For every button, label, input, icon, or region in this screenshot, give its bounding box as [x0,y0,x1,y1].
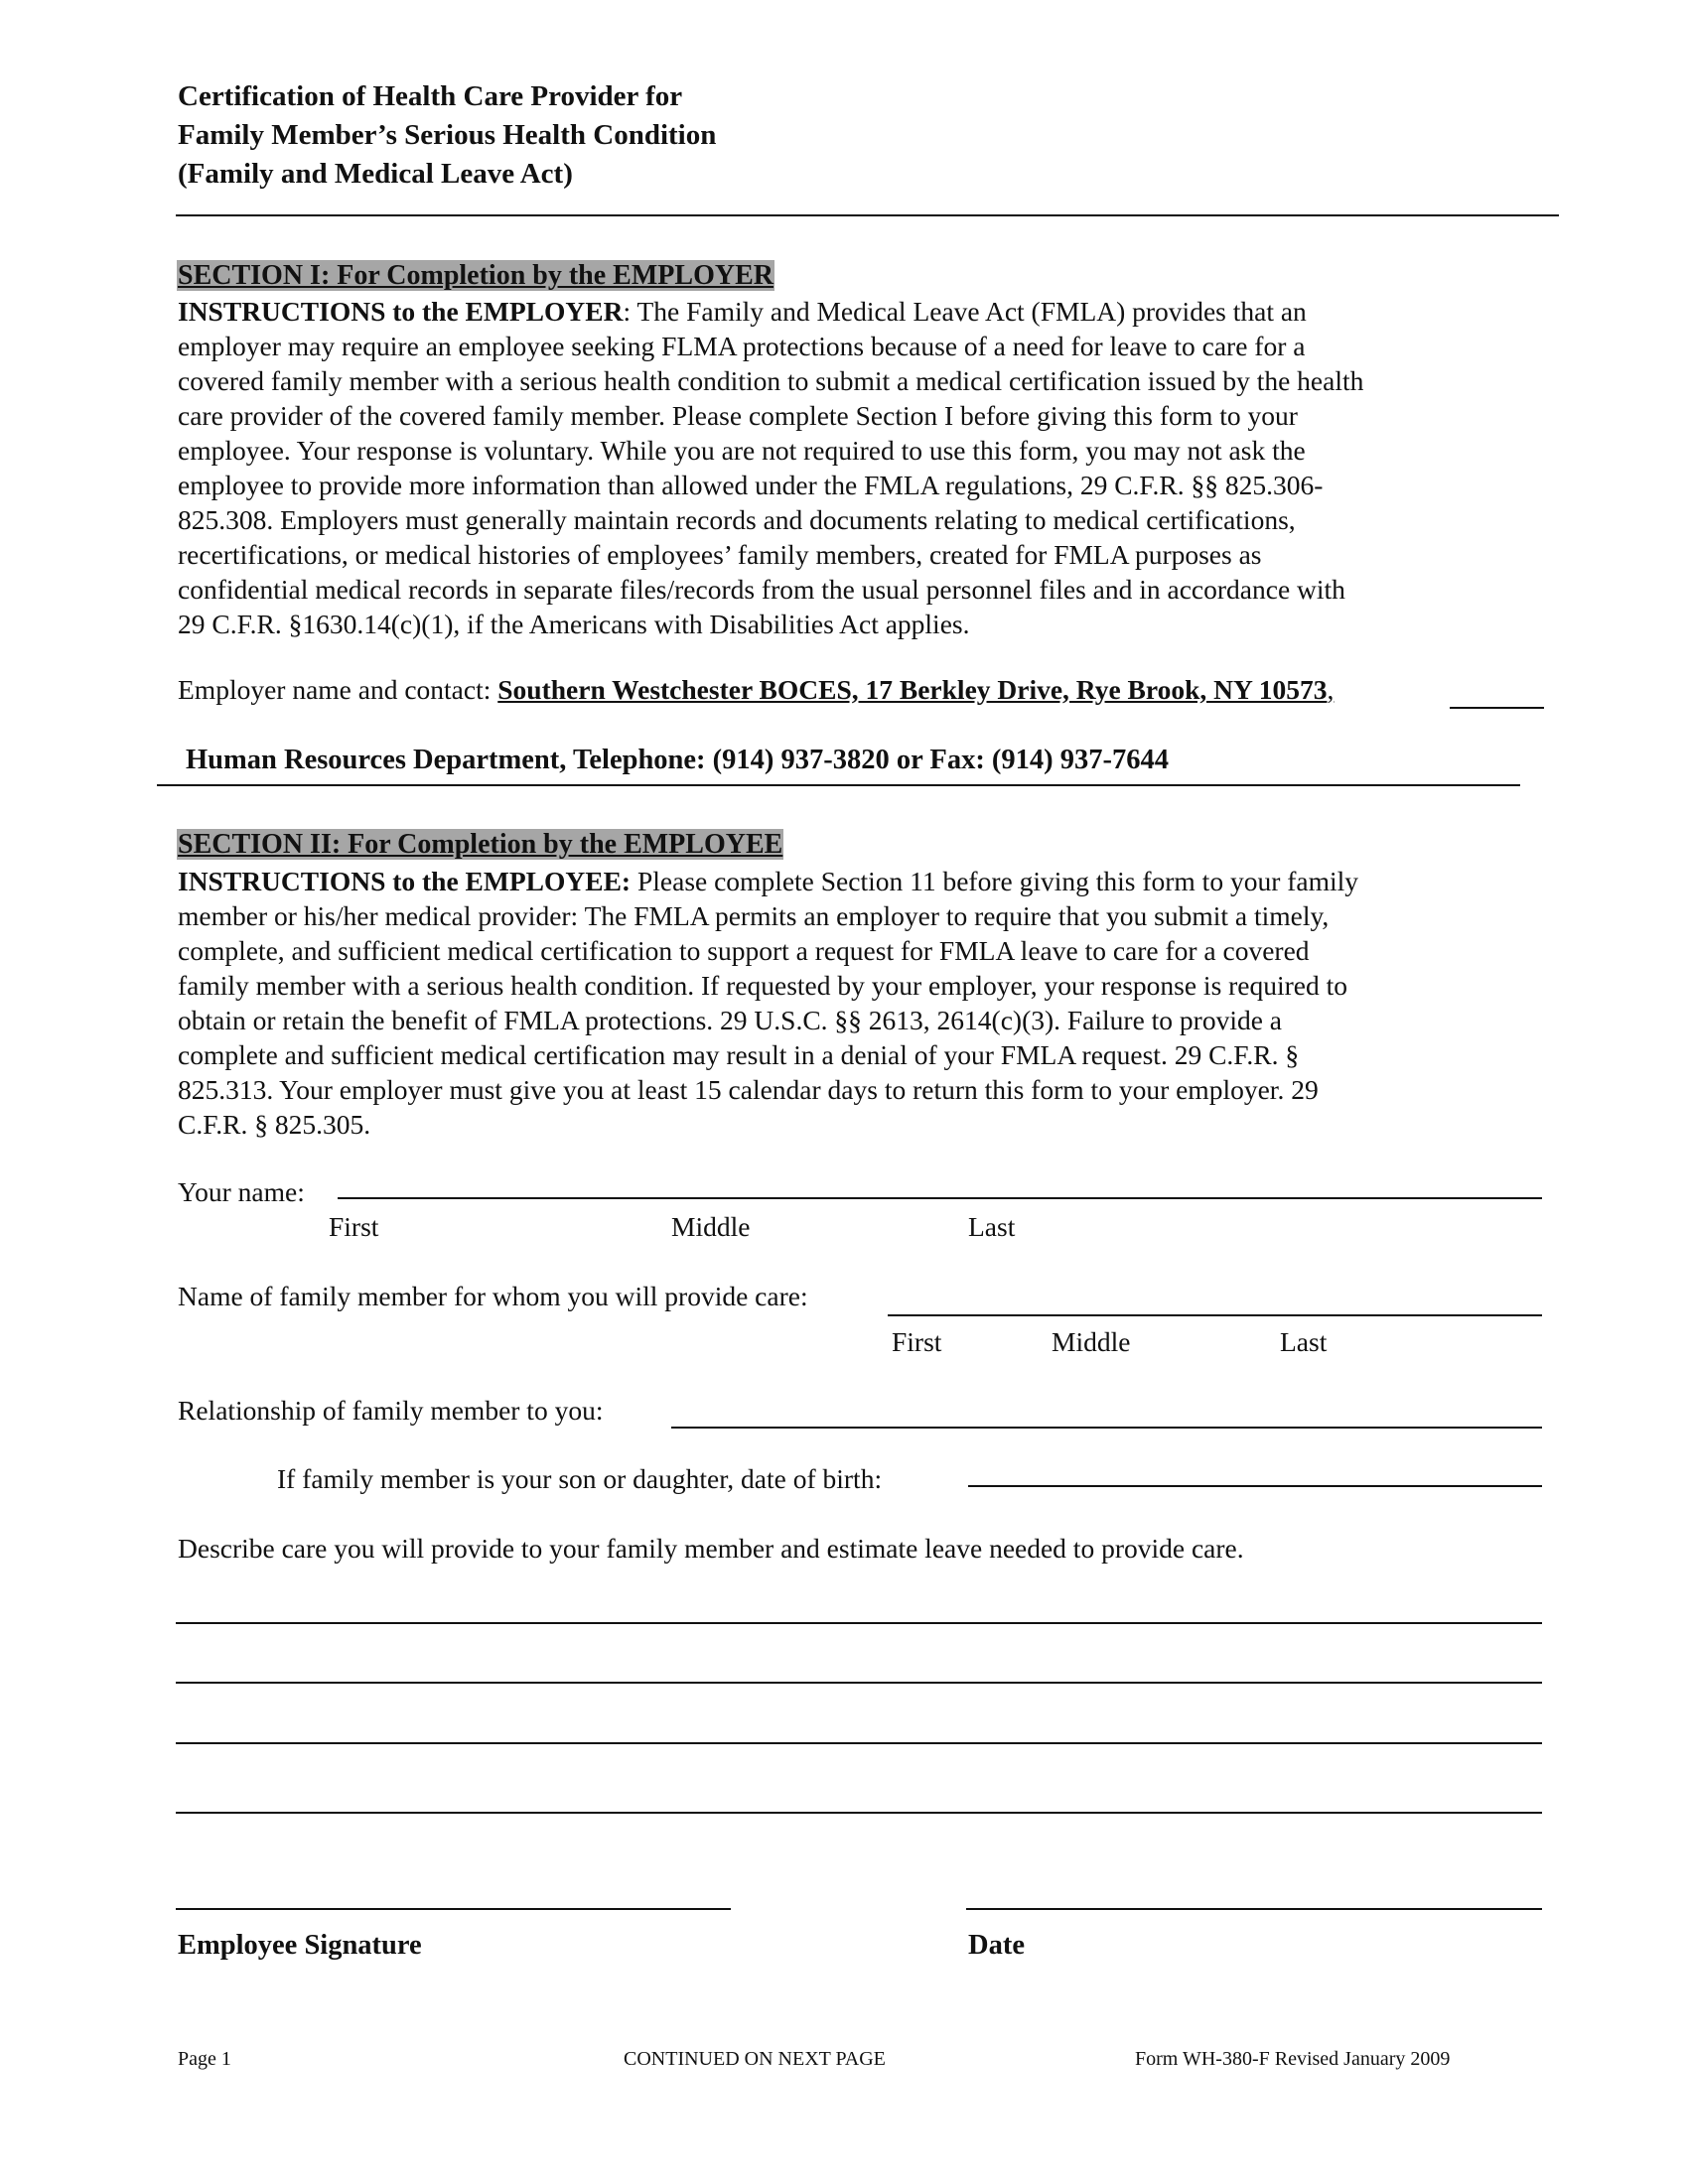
employer-contact-line-2-underline [157,784,1520,786]
instr-line: family member with a serious health condition. If requested by your employer, your response is required to [178,970,1348,1001]
date-field[interactable] [966,1908,1542,1910]
section-2-instructions [178,864,1508,1142]
title-divider [176,214,1559,216]
instr-line: care provider of the covered family member. Please complete Section I before giving this form to your [178,400,1298,431]
instr-line: recertifications, or medical histories of employees’ family members, created for FMLA purposes as [178,539,1262,570]
instr-line: 825.313. Your employer must give you at least 15 calendar days to return this form to your employer. 29 [178,1074,1319,1105]
title-line-2: Family Member’s Serious Health Condition [178,119,717,151]
instr-line: employer may require an employee seeking FLMA protections because of a need for leave to care for a [178,331,1306,361]
dob-label: If family member is your son or daughter, date of birth: [277,1463,883,1494]
instr-line: Please complete Section 11 before giving this form to your family [631,866,1359,896]
title-line-3: (Family and Medical Leave Act) [178,158,573,190]
employee-signature-field[interactable] [176,1908,731,1910]
describe-care-field-line-3[interactable] [176,1742,1542,1744]
your-name-last-label: Last [968,1211,1016,1242]
instr-line: covered family member with a serious health condition to submit a medical certification issued by the health [178,365,1364,396]
describe-care-field-line-2[interactable] [176,1682,1542,1684]
instr-line: employee. Your response is voluntary. While you are not required to use this form, you may not ask the [178,435,1306,466]
employer-contact-label: Employer name and contact: [178,674,498,705]
section-1-instructions [178,294,1508,641]
instr-line: complete and sufficient medical certification may result in a denial of your FMLA request. 29 C.F.R. § [178,1039,1300,1070]
describe-care-field-line-4[interactable] [176,1812,1542,1814]
employee-signature-label: Employee Signature [178,1930,422,1961]
footer-form-id: Form WH-380-F Revised January 2009 [1135,2048,1451,2070]
employee-instructions-label: INSTRUCTIONS to the EMPLOYEE: [178,866,632,896]
instr-line: member or his/her medical provider: The FMLA permits an employer to require that you submit a timely, [178,900,1330,931]
instr-line: C.F.R. § 825.305. [178,1109,371,1140]
describe-care-field-line-1[interactable] [176,1622,1542,1624]
employer-contact-value: Southern Westchester BOCES, 17 Berkley Drive, Rye Brook, NY 10573 [497,674,1328,705]
employer-contact-comma: , [1327,674,1335,705]
your-name-middle-label: Middle [671,1211,751,1242]
family-member-name-label: Name of family member for whom you will provide care: [178,1281,808,1311]
family-member-last-label: Last [1280,1326,1328,1357]
title-line-1: Certification of Health Care Provider for [178,80,683,112]
section-2-heading: SECTION II: For Completion by the EMPLOYEE [178,829,783,860]
relationship-field[interactable] [671,1427,1542,1429]
employer-contact-underline [1450,707,1544,709]
describe-care-label: Describe care you will provide to your family member and estimate leave needed to provide care. [178,1533,1244,1564]
footer-page-number: Page 1 [178,2048,231,2070]
section-1-heading: SECTION I: For Completion by the EMPLOYER [178,260,774,291]
employer-contact [178,674,1334,706]
date-label: Date [968,1930,1025,1961]
footer-continued: CONTINUED ON NEXT PAGE [624,2048,886,2070]
form-title [178,77,716,194]
employer-contact-line-2: Human Resources Department, Telephone: (914) 937-3820 or Fax: (914) 937-7644 [186,745,1170,775]
your-name-field[interactable] [338,1197,1542,1199]
family-member-middle-label: Middle [1052,1326,1131,1357]
instr-line: 29 C.F.R. §1630.14(c)(1), if the Americans with Disabilities Act applies. [178,609,970,639]
instr-line: confidential medical records in separate files/records from the usual personnel files and in accordance with [178,574,1345,605]
instr-line: complete, and sufficient medical certification to support a request for FMLA leave to care for a covered [178,935,1310,966]
instr-line: obtain or retain the benefit of FMLA protections. 29 U.S.C. §§ 2613, 2614(c)(3). Failure to provide a [178,1005,1283,1035]
family-member-first-label: First [892,1326,942,1357]
instr-line: employee to provide more information than allowed under the FMLA regulations, 29 C.F.R. §§ 825.306- [178,470,1324,500]
instr-line: : The Family and Medical Leave Act (FMLA) provides that an [623,296,1307,327]
your-name-label: Your name: [178,1176,305,1207]
family-member-name-field[interactable] [888,1314,1542,1316]
your-name-first-label: First [329,1211,379,1242]
dob-field[interactable] [968,1485,1542,1487]
instr-line: 825.308. Employers must generally maintain records and documents relating to medical certifications, [178,504,1296,535]
employer-instructions-label: INSTRUCTIONS to the EMPLOYER [178,296,624,327]
relationship-label: Relationship of family member to you: [178,1395,604,1426]
